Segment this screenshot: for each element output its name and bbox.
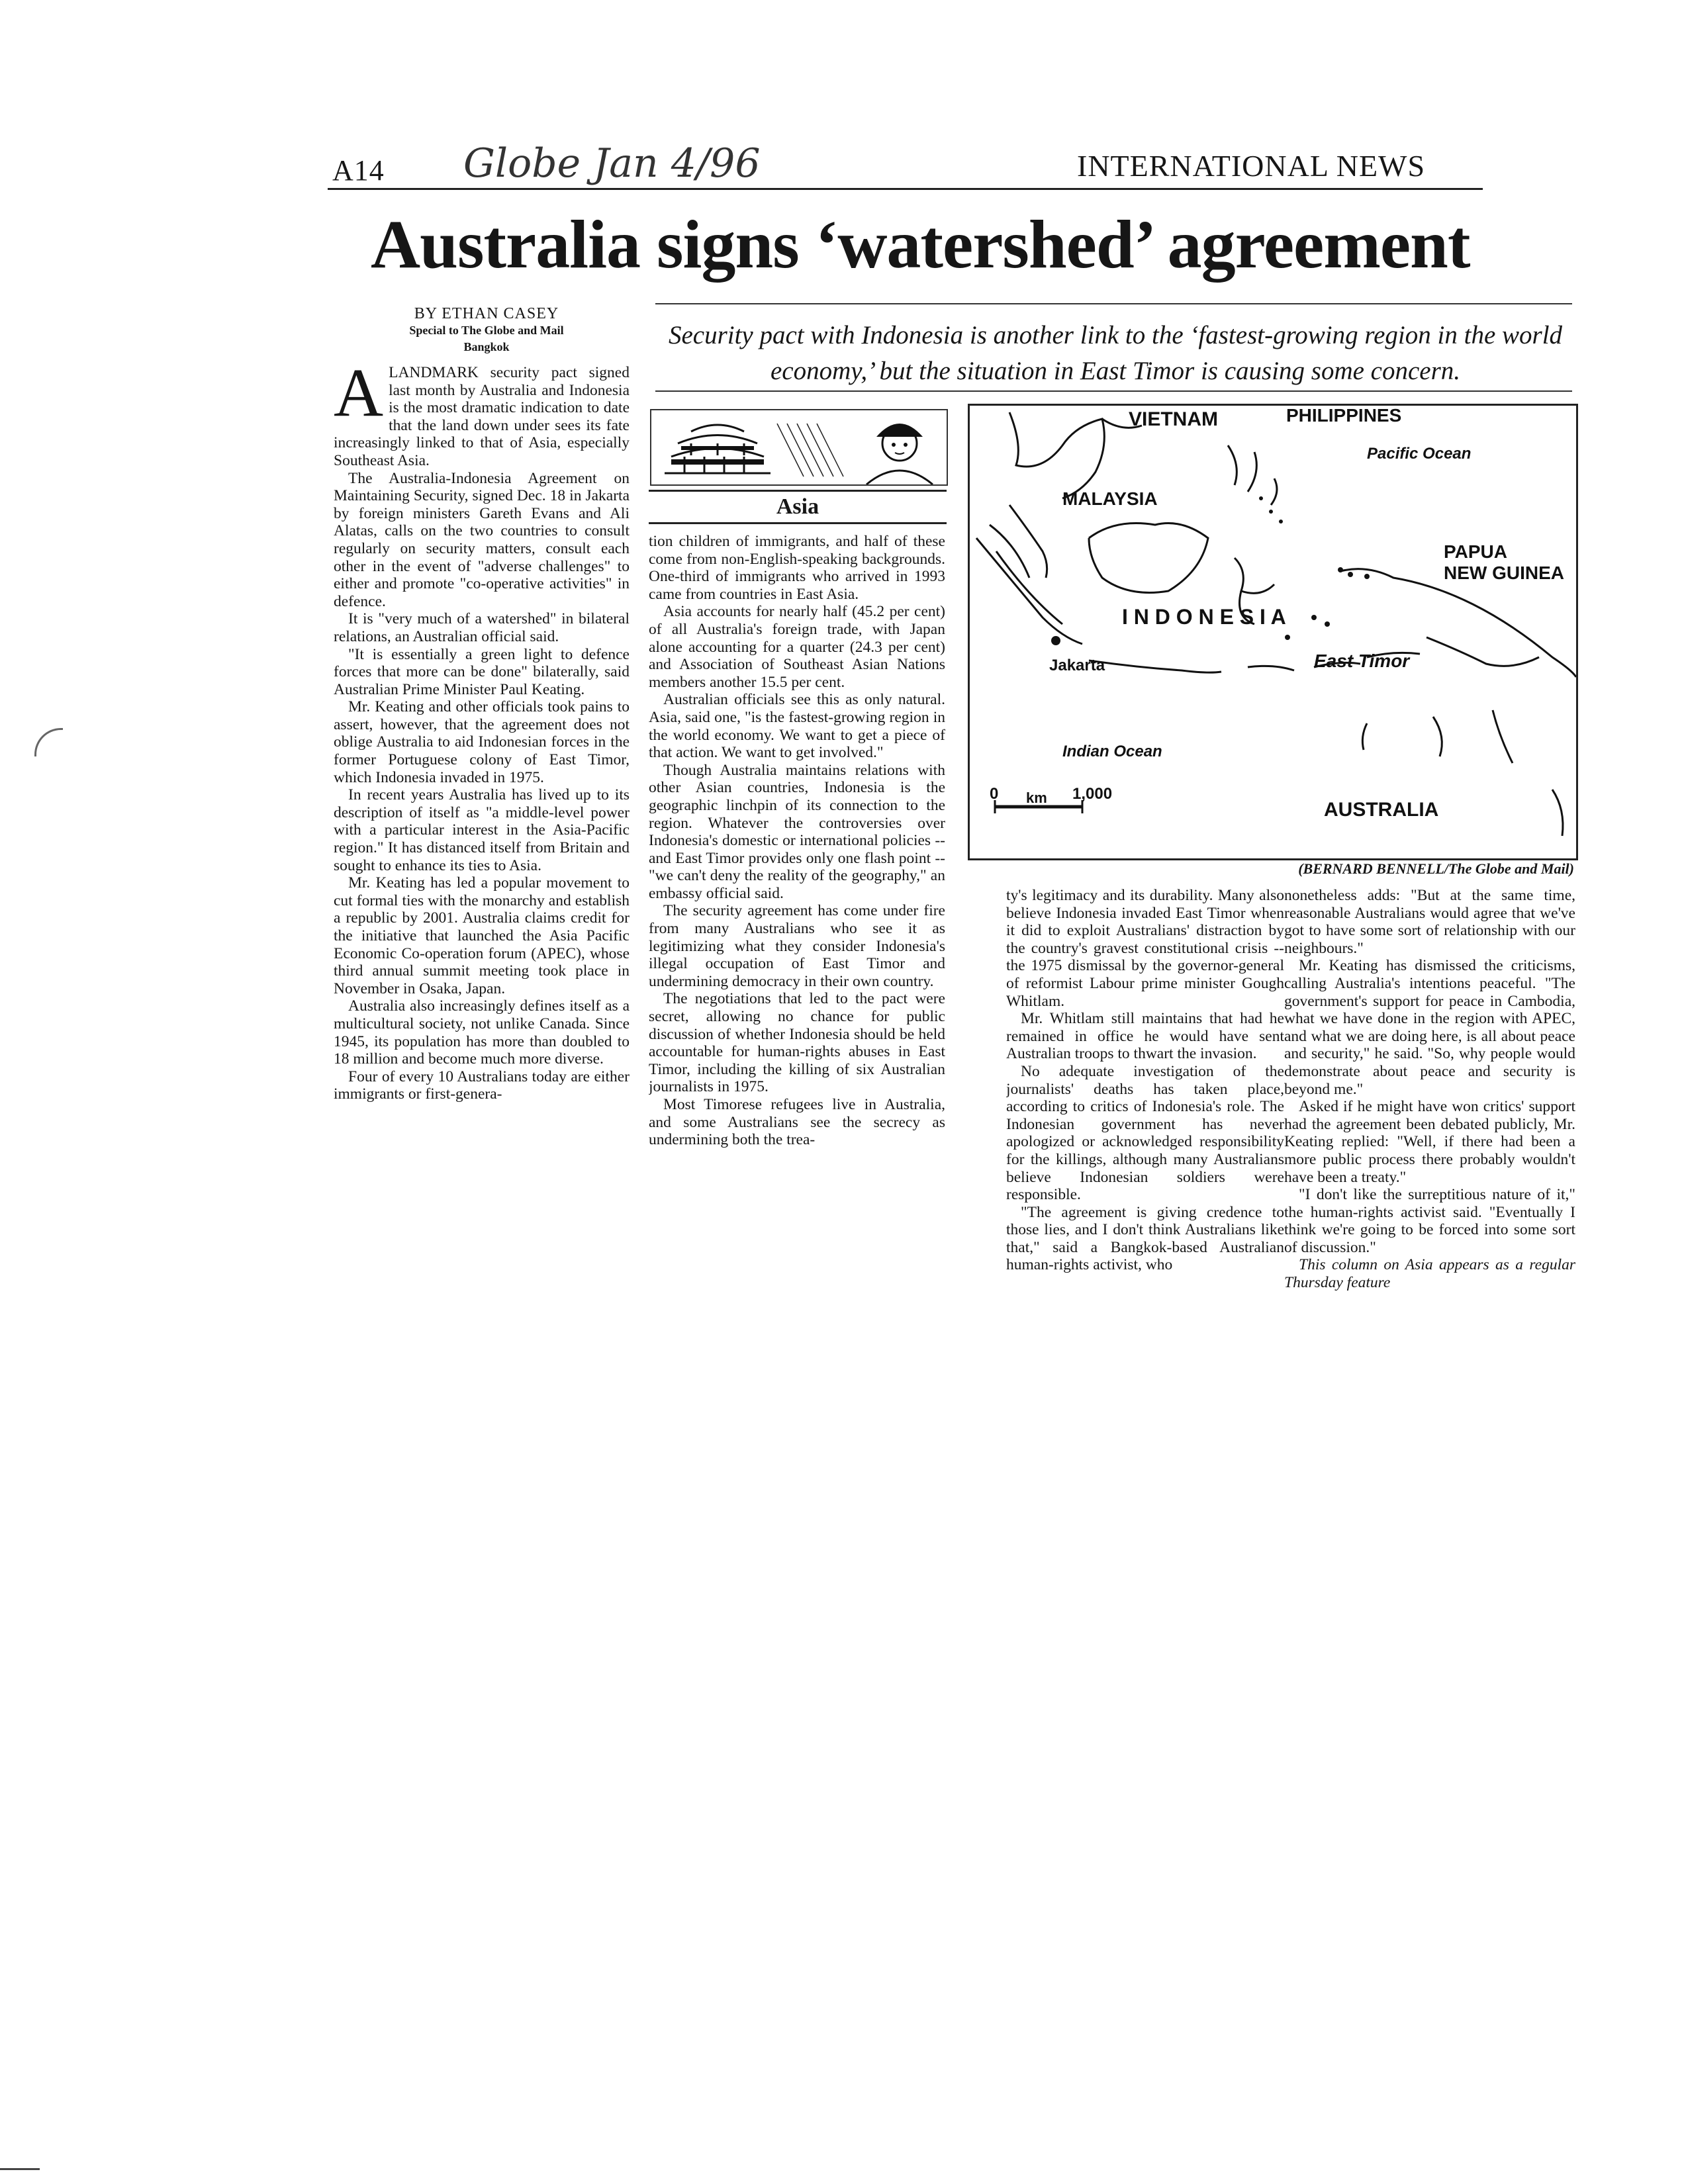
article-paragraph: nonetheless adds: "But at the same time, reasonable Australians would agree that we've got to have some sort of relationship with our neighbours." <box>1284 887 1575 957</box>
map-scale-zero: 0 <box>990 785 999 803</box>
map-label-papua: PAPUA <box>1444 541 1507 562</box>
southeast-asia-map <box>968 404 1578 860</box>
article-paragraph: ty's legitimacy and its durability. Many also believe Indonesia invaded East Timor when it did to exploit Australians' distraction by the country's gravest constitutional crisis -- the 1975 dismissal by the governor-general of reformist Labour prime minister Gough Whitlam. <box>1006 887 1284 1010</box>
article-paragraph: tion children of immigrants, and half of these come from non-English-speaking backgrounds. One-third of immigrants who arrived in 1993 came from countries in East Asia. <box>649 533 945 603</box>
article-paragraph: "It is essentially a green light to defence forces that more can be done" bilaterally, said Australian Prime Minister Paul Keating. <box>334 645 630 698</box>
byline-location: Bangkok <box>463 340 510 353</box>
map-label-australia: AUSTRALIA <box>1324 799 1439 821</box>
map-credit: (BERNARD BENNELL/The Globe and Mail) <box>1298 860 1574 877</box>
byline-author: BY ETHAN CASEY <box>414 305 559 322</box>
column-logo-label: Asia <box>649 490 947 524</box>
article-paragraph: The Australia-Indonesia Agreement on Maintaining Security, signed Dec. 18 in Jakarta by foreign ministers Gareth Evans and Ali Alatas, calls on the two countries to consult regularly on security matters, consult each other in the event of "adverse challenges" to either and promote "co-operative activities" in defence. <box>334 469 630 610</box>
headline: Australia signs ‘watershed’ agreement <box>371 206 1470 283</box>
map-graphic <box>970 406 1576 858</box>
map-label-jakarta: Jakarta <box>1049 657 1105 674</box>
article-paragraph: Four of every 10 Australians today are either immigrants or first-genera- <box>334 1068 630 1103</box>
page-number: A14 <box>332 154 385 187</box>
article-paragraph: The negotiations that led to the pact were secret, allowing no chance for public discussion of whether Indonesia should be held accountable for human-rights abuses in East Timor, including the killing of six Australian journalists in 1975. <box>649 990 945 1096</box>
deck-rule-top <box>655 303 1572 304</box>
map-label-east-timor: East Timor <box>1314 651 1410 671</box>
article-paragraph: Australia also increasingly defines itself as a multicultural society, not unlike Canada. Since 1945, its population has more than doubled to 18 million and become much more diverse. <box>334 997 630 1068</box>
deck-rule-bottom <box>655 390 1572 392</box>
article-paragraph: Though Australia maintains relations with other Asian countries, Indonesia is the geographic linchpin of its connection to the region. Whatever the controversies over Indonesia's domestic or international policies -- and East Timor provides only one flash point -- "we can't deny the reality of the geography," an embassy official said. <box>649 761 945 902</box>
deck: Security pact with Indonesia is another link to the ‘fastest-growing region in the world economy,’ but the situation in East Timor is causing some concern. <box>668 321 1563 385</box>
article-paragraph: No adequate investigation of the journalists' deaths has taken place, according to critics of Indonesia's role. The Indonesian government has never apologized or acknowledged responsibility for the killings, although many Australians believe Indonesian soldiers were responsible. <box>1006 1062 1284 1204</box>
article-paragraph: Asked if he might have won critics' support had the agreement been debated publicly, Mr. Keating replied: "Well, if there had been a more public process there probably wouldn't have been a treaty." <box>1284 1098 1575 1186</box>
article-column-3 <box>1006 887 1284 1416</box>
article-column-1 <box>334 364 630 1390</box>
map-label-indian-ocean: Indian Ocean <box>1062 743 1162 760</box>
byline <box>331 306 642 355</box>
asia-column-illustration <box>650 409 948 486</box>
drop-cap: A <box>334 364 384 431</box>
handwritten-date-note: Globe Jan 4/96 <box>463 140 761 187</box>
map-label-pacific-ocean: Pacific Ocean <box>1367 445 1472 463</box>
article-paragraph: Mr. Whitlam still maintains that had he remained in office he would have sent Australian troops to thwart the invasion. <box>1006 1010 1284 1063</box>
scan-footer-mark <box>0 2168 40 2170</box>
byline-affiliation: Special to The Globe and Mail <box>409 324 564 337</box>
article-paragraph: Australian officials see this as only natural. Asia, said one, "is the fastest-growing region in the world economy. We want to get a piece of that action. We want to get involved." <box>649 691 945 762</box>
column-signoff: This column on Asia appears as a regular Thursday feature <box>1284 1256 1575 1292</box>
map-scale-unit: km <box>1026 790 1047 806</box>
jakarta-marker <box>1051 636 1060 645</box>
scan-margin-mark <box>34 728 63 756</box>
map-label-vietnam: VIETNAM <box>1129 408 1218 430</box>
masthead-rule <box>328 188 1483 190</box>
map-scale-value: 1,000 <box>1072 785 1113 803</box>
article-paragraph: Mr. Keating and other officials took pains to assert, however, that the agreement does not oblige Australia to aid Indonesian forces in the former Portuguese colony of East Timor, which Indonesia invaded in 1975. <box>334 698 630 786</box>
article-paragraph: "The agreement is giving credence to those lies, and I don't think Australians like that," said a Bangkok-based Australian human-rights activist, who <box>1006 1203 1284 1274</box>
map-label-indonesia: I N D O N E S I A <box>1122 605 1286 629</box>
article-paragraph: Asia accounts for nearly half (45.2 per cent) of all Australia's foreign trade, with Japan alone accounting for a quarter (24.3 per cent) and Association of Southeast Asian Nations members another 15.5 per cent. <box>649 603 945 691</box>
article-column-2 <box>649 533 945 1390</box>
article-paragraph: Mr. Keating has dismissed the criticisms, calling Australia's intentions peaceful. "The government's support for peace in Cambodia, what we have done in the region with APEC, and what we are doing here, is all about peace and security," he said. "So, why people would demonstrate about peace and security is beyond me." <box>1284 957 1575 1098</box>
map-label-philippines: PHILIPPINES <box>1286 406 1402 426</box>
article-column-4 <box>1284 887 1575 1416</box>
section-title: INTERNATIONAL NEWS <box>1077 149 1426 183</box>
article-paragraph: ALANDMARK security pact signed last month by Australia and Indonesia is the most dramatic indication to date that the land down under sees its fate increasingly linked to that of Asia, especially Southeast Asia. <box>334 364 630 469</box>
article-paragraph: "I don't like the surreptitious nature of it," the human-rights activist said. "Eventually I think we're going to be forced into some sort of discussion." <box>1284 1186 1575 1256</box>
article-paragraph: The security agreement has come under fire from many Australians who see it as legitimizing what they consider Indonesia's illegal occupation of East Timor and undermining democracy in their own country. <box>649 902 945 990</box>
map-label-malaysia: MALAYSIA <box>1062 488 1158 509</box>
article-paragraph: In recent years Australia has lived up to its description of itself as "a middle-level power with a particular interest in the Asia-Pacific region." It has distanced itself from Britain and sought to enhance its ties to Asia. <box>334 786 630 874</box>
article-paragraph: It is "very much of a watershed" in bilateral relations, an Australian official said. <box>334 610 630 645</box>
pagoda-and-portrait-illustration <box>651 410 947 484</box>
article-paragraph: Mr. Keating has led a popular movement to cut formal ties with the monarchy and establish a republic by 2001. Australia claims credit for the initiative that launched the Asia Pacific Economic Co-operation forum (APEC), whose third annual summit meeting took place in November in Osaka, Japan. <box>334 874 630 997</box>
article-paragraph: Most Timorese refugees live in Australia, and some Australians see the secrecy as undermining both the trea- <box>649 1096 945 1149</box>
map-label-new-guinea: NEW GUINEA <box>1444 563 1564 583</box>
